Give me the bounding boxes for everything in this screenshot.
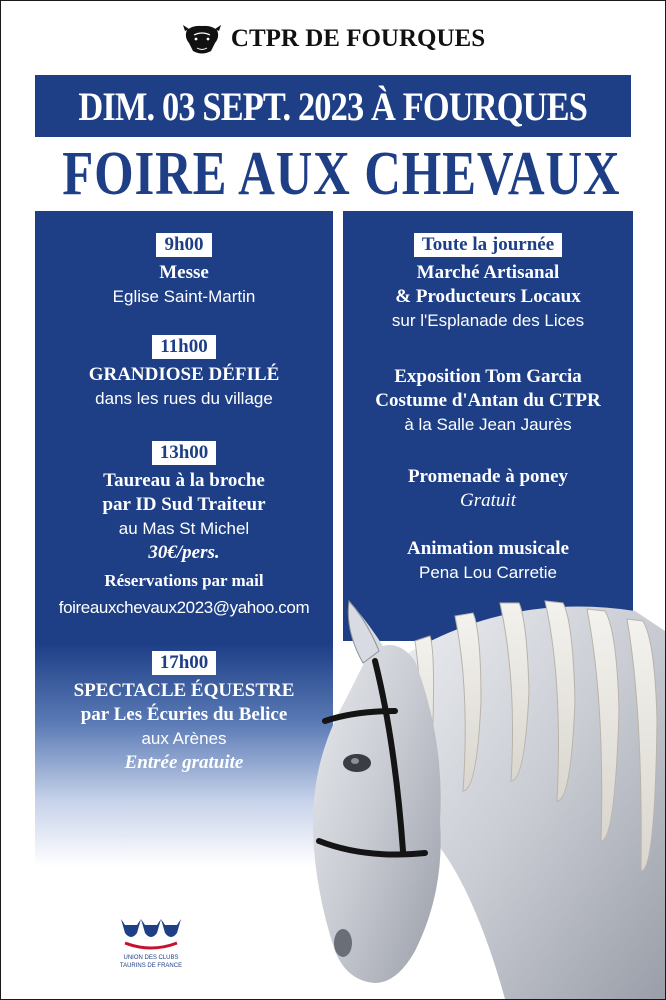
event-note: Gratuit — [460, 490, 516, 511]
music-block — [343, 533, 633, 585]
time-tag: 17h00 — [152, 651, 217, 675]
exhibition-block — [343, 361, 633, 437]
all-day-tag: Toute la journée — [414, 233, 562, 257]
event-name: Taureau à la broche — [103, 470, 265, 491]
event-note: Entrée gratuite — [124, 752, 244, 773]
time-tag: 13h00 — [152, 441, 217, 465]
event-price: 30€/pers. — [148, 542, 220, 563]
event-place: dans les rues du village — [95, 389, 273, 408]
event-name-2: Costume d'Antan du CTPR — [375, 390, 601, 411]
event-name: SPECTACLE ÉQUESTRE — [73, 680, 295, 701]
event-place: Pena Lou Carretie — [419, 563, 557, 582]
event-name: Messe — [159, 262, 209, 283]
schedule-block-11h — [35, 335, 333, 411]
event-date: DIM. 03 SEPT. 2023 À FOURQUES — [78, 83, 588, 129]
time-tag: 11h00 — [152, 335, 216, 359]
horse-illustration — [305, 591, 665, 999]
pony-block — [343, 461, 633, 513]
event-name-2: & Producteurs Locaux — [395, 286, 581, 307]
schedule-block-17h — [35, 651, 333, 775]
event-name: Marché Artisanal — [416, 262, 560, 283]
all-day-block — [343, 233, 633, 333]
time-tag: 9h00 — [156, 233, 211, 257]
event-caterer: par ID Sud Traiteur — [102, 494, 266, 515]
schedule-block-13h — [35, 441, 333, 620]
event-title — [1, 137, 665, 211]
event-title-text: FOIRE AUX CHEVAUX — [62, 140, 621, 208]
event-performer: par Les Écuries du Belice — [80, 704, 288, 725]
bull-logo-icon — [181, 21, 223, 57]
reservation-email[interactable]: foireauxchevaux2023@yahoo.com — [58, 598, 310, 617]
schedule-left-column — [35, 211, 333, 867]
event-name: GRANDIOSE DÉFILÉ — [88, 364, 280, 385]
date-banner — [35, 75, 631, 137]
event-name: Exposition Tom Garcia — [394, 366, 582, 387]
schedule-block-9h — [35, 233, 333, 309]
event-place: Eglise Saint-Martin — [112, 287, 256, 306]
event-place: sur l'Esplanade des Lices — [391, 311, 585, 330]
organizer-header — [1, 19, 665, 59]
organizer-name: CTPR DE FOURQUES — [230, 25, 486, 52]
event-place: aux Arènes — [141, 729, 227, 748]
event-name: Promenade à poney — [407, 466, 569, 487]
reservation-label: Réservations par mail — [104, 571, 264, 590]
ucr-logo-icon — [113, 913, 193, 973]
ucr-logo-line2: TAURINS DE FRANCE — [119, 963, 183, 969]
event-place: au Mas St Michel — [118, 519, 250, 538]
event-place: à la Salle Jean Jaurès — [404, 415, 572, 434]
schedule-right-column — [343, 211, 633, 641]
event-name: Animation musicale — [406, 538, 570, 559]
ucr-logo-line1: UNION DES CLUBS — [123, 955, 179, 961]
